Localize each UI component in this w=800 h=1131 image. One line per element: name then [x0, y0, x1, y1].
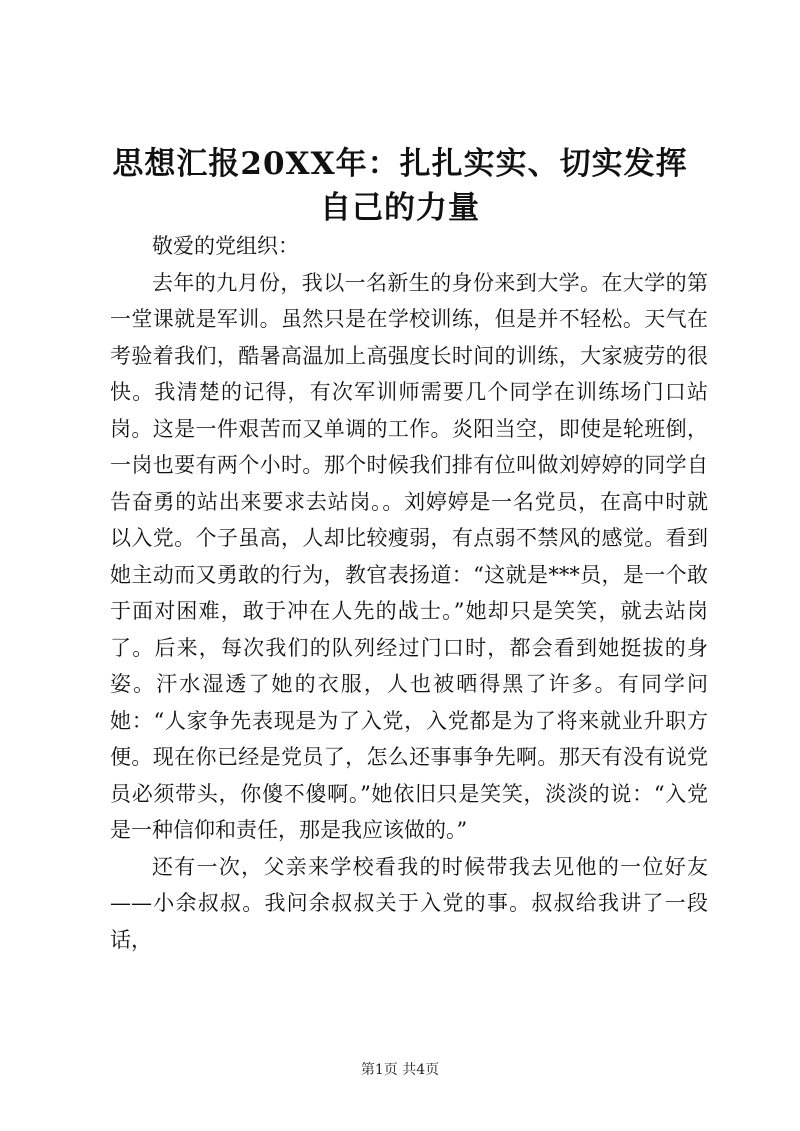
document-title: 思想汇报20XX年：扎扎实实、切实发挥自己的力量	[112, 146, 688, 226]
document-body	[110, 228, 708, 958]
salutation: 敬爱的党组织：	[152, 234, 299, 258]
page-footer: 第1页 共4页	[360, 1062, 440, 1078]
paragraph-2: 还有一次，父亲来学校看我的时候带我去见他的一位好友——小余叔叔。我问余叔叔关于入党的事。叔叔给我讲了一段话，	[110, 854, 708, 952]
paragraph-1: 去年的九月份，我以一名新生的身份来到大学。在大学的第一堂课就是军训。虽然只是在学校训练，但是并不轻松。天气在考验着我们，酷暑高温加上高强度长时间的训练，大家疲劳的很快。我清楚的记得，有次军训师需要几个同学在训练场门口站岗。这是一件艰苦而又单调的工作。炎阳当空，即使是轮班倒，一岗也要有两个小时。那个时候我们排有位叫做刘婷婷的同学自告奋勇的站出来要求去站岗。。刘婷婷是一名党员，在高中时就以入党。个子虽高，人却比较瘦弱，有点弱不禁风的感觉。看到她主动而又勇敢的行为，教官表扬道：“这就是***员，是一个敢于面对困难，敢于冲在人先的战士。”她却只是笑笑，就去站岗了。后来，每次我们的队列经过门口时，都会看到她挺拔的身姿。汗水湿透了她的衣服，人也被晒得黑了许多。有同学问她：“人家争先表现是为了入党，入党都是为了将来就业升职方便。现在你已经是党员了，怎么还事事争先啊。那天有没有说党员必须带头，你傻不傻啊。”她依旧只是笑笑，淡淡的说：“入党是一种信仰和责任，那是我应该做的。”	[110, 270, 708, 842]
